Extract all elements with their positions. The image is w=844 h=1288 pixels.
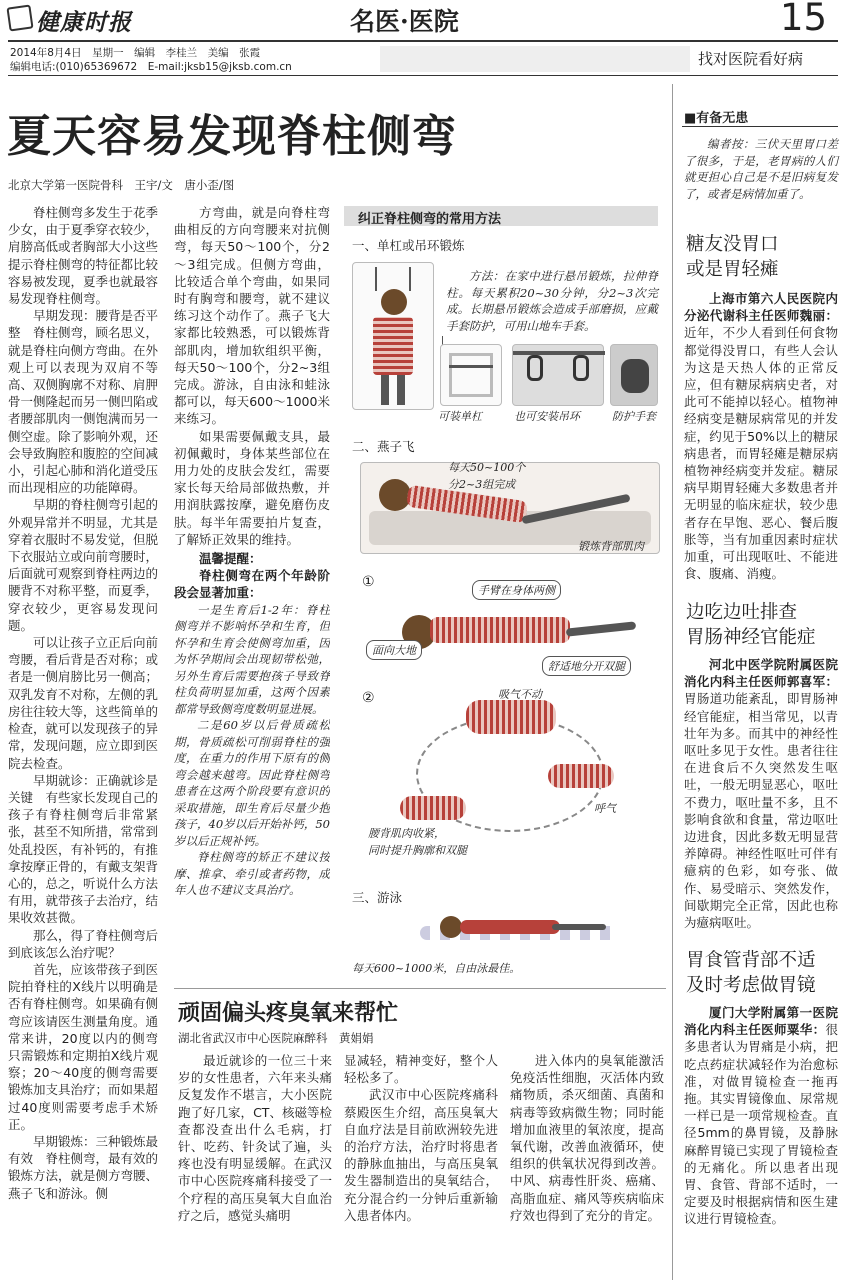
bubble-arms: 手臂在身体两侧 (472, 580, 561, 600)
label-tighten: 腰背肌肉收紧， 同时提升胸廓和双腿 (368, 827, 467, 857)
swim-illustration (420, 898, 620, 952)
step-2-marker: ② (362, 690, 375, 706)
caption-bar: 可装单杠 (438, 410, 482, 423)
masthead-date-editor: 2014年8月4日 星期一 编辑 李桂兰 美编 张霞 (10, 47, 261, 59)
masthead (0, 0, 844, 78)
breathing-cycle-diagram (400, 700, 620, 846)
step-1-illustration (390, 595, 640, 651)
sidebar-article-1-body: 上海市第六人民医院内分泌代谢科主任医师魏丽：近年，不少人看到任何食物都觉得没胃口，有些人会认为这是天热人体的正常反应，但有糖尿病病史者，对此可不能掉以轻心。植物神经病变是糖尿病常见的并发症，约见于50%以上的糖尿病患者，而胃轻瘫是糖尿病植物神经病变并发症。糖尿病早期胃轻瘫大多数患者并无明显的临床症状，较少患者存在早饱、恶心、餐后腹胀等，当有加重因素时症状加重，可出现呕吐、不能进食、腹痛、消瘦。 (684, 291, 838, 582)
caption-glove: 防护手套 (612, 410, 656, 423)
second-article-column-2: 显减轻，精神变好，整个人轻松多了。 武汉市中心医院疼痛科蔡殿医生介绍，高压臭氧大自血疗法是目前欧洲较先进的治疗方法，治疗时将患者的静脉血抽出，与高压臭氧发生器制造出的臭氧结合，充分混合约一分钟后重新输入患者体内。 (344, 1053, 498, 1223)
bubble-face-down: 面向大地 (366, 640, 422, 660)
sidebar-article-3-body: 厦门大学附属第一医院消化内科主任医师粟华：很多患者认为胃痛是小病，把吃点药症状减轻作为治愈标准，对做胃镜检查一拖再拖。其实胃镜像血、尿常规一样已是一项常规检查。直径5mm的鼻胃镜，及静脉麻醉胃镜已实现了胃镜检查的无痛化。所以患者出现胃、食管、背部不适时，一定要及时根据病情和医生建议进行胃镜检查。 (684, 1005, 838, 1227)
hanging-illustration (352, 262, 434, 410)
bubble-legs: 舒适地分开双腿 (542, 656, 631, 676)
page-number: 15 (780, 0, 828, 39)
sidebar-article-2-title: 边吃边吐排查 胃肠神经官能症 (686, 602, 816, 648)
caption-swim: 每天600~1000米，自由泳最佳。 (352, 962, 521, 975)
caption-rings: 也可安装吊环 (514, 410, 580, 423)
caption-back-muscle: 锻炼背部肌肉 (578, 540, 644, 553)
sidebar-article-3-title: 胃食管背部不适 及时考虑做胃镜 (686, 950, 816, 996)
step-1-marker: ① (362, 574, 375, 590)
editor-note: 编者按：三伏天里胃口差了很多，于是，老胃病的人们就更担心自己是不是旧病复发了，或者是病情加重了。 (684, 137, 838, 201)
article-column-2: 方弯曲，就是向脊柱弯曲相反的方向弯腰来对抗侧弯，每天50～100个，分2～3组完成。但侧方弯曲，比较适合单个弯曲，如果同时有胸弯和腰弯，就不建议练习这个动作了。燕子飞大家都比较熟悉，可以锻炼背部肌肉，增加软组织平衡，每天50～100个，分2~3组完成。游泳，自由泳和蛙泳都可以，每天600～1000米来练习。 如果需要佩戴支具，最初佩戴时，身体某些部位在用力处的皮肤会发红，需要家长每天给局部做热敷，并用润肤露按摩，避免磨伤皮肤。每半年需要拍片复查，了解矫正效果的维持。 温馨提醒： 脊柱侧弯在两个年龄阶段会显著加重： 一是生育后1-2年：脊柱侧弯并不影响怀孕和生育，但怀孕和生育会使侧弯加重，因为怀孕期间会出现韧带松弛，另外生育后需要抱孩子导致脊柱负荷明显加重，这两个因素都常导致侧弯度数明显进展。 二是60岁以后骨质疏松期，骨质疏松可削弱脊柱的强度，在重力的作用下原有的侧弯会越来越弯。因此脊柱侧弯患者在这两个阶段要有意识的采取措施，即生育后尽量少抱孩子，40岁以后开始补钙，50岁以后正规补钙。 脊柱侧弯的矫正不建议按摩、推拿、牵引或者药物，成年人也不建议支具治疗。 (174, 205, 330, 898)
newspaper-logo: 健康时报 (36, 9, 132, 36)
rings-illustration (512, 344, 604, 406)
method-1-text: 方法：在家中进行悬吊锻炼，拉伸脊柱。每天累积20~30分钟，分2~3次完成。长期悬吊锻炼会造成手部磨损，应戴手套防护，可用山地车手套。 (446, 269, 658, 333)
glove-illustration (610, 344, 658, 406)
method-2-title: 二、燕子飞 (352, 439, 415, 454)
second-article-byline: 湖北省武汉市中心医院麻醉科 黄娟娟 (178, 1031, 374, 1045)
swallow-note: 每天50~100个 分2~3组完成 (448, 461, 526, 491)
sidebar-header: ■有备无患 (684, 111, 749, 126)
article-title: 夏天容易发现脊柱侧弯 (7, 111, 457, 162)
article-byline: 北京大学第一医院骨科 王宇/文 唐小歪/图 (8, 178, 235, 192)
section-title: 名医·医院 (350, 7, 459, 36)
sidebar-article-1-title: 糖友没胃口 或是胃轻瘫 (686, 234, 779, 280)
newspaper-logo-icon (6, 4, 33, 31)
second-article-column-3: 进入体内的臭氧能激活免疫活性细胞，灭活体内致痛物质，杀灭细菌、真菌和病毒等致病微生物；同时能增加血液里的氧浓度，提高氧代谢，改善血液循环，使组织的供氧状况得到改善。中风、病毒性肝炎、癌痛、高脂血症、痛风等疾病临床疗效也得到了充分的肯定。 (510, 1053, 664, 1223)
label-inhale: 吸气不动 (498, 688, 542, 701)
article-column-1: 脊柱侧弯多发生于花季少女，由于夏季穿衣较少，肩膀高低或者胸部大小这些提示脊柱侧弯的特征都比较容易被发现，夏季也就最容易发现脊柱侧弯。 早期发现：腰背是否平整 脊柱侧弯，顾名思义，就是脊柱向侧方弯曲。在外观上可以表现为双肩不等高、双侧胸廓不对称、肩胛骨一侧隆起而另一侧凹陷或者腰部肌肉一侧饱满而另一侧空虚。除了影响外观，还会导致胸腔和腹腔的空间减小，引起心肺和消化道受压而出现相应的功能障碍。 早期的脊柱侧弯引起的外观异常并不明显，尤其是穿着衣服时不易发觉，但脱下衣服站立或向前弯腰时，后面就可观察到脊柱两边的腰背不对称平整，而夏季，穿衣较少，更容易发现问题。 可以让孩子立正后向前弯腰，看后背是否对称；或者是一侧肩膀比另一侧高；双乳发育不对称，左侧的乳房往往较大等，这些简单的检查，就可以发现孩子的异常，发现问题，应立即到医院去检查。 早期就诊：正确就诊是关键 有些家长发现自己的孩子有脊柱侧弯后非常紧张，甚至不知所措，常常到处乱投医，有补钙的，有推拿按摩正骨的，有戴支架背心的，总之，听说什么方法有用，就带孩子去治疗，结果收效甚微。 那么，得了脊柱侧弯后到底该怎么治疗呢？ 首先，应该带孩子到医院拍脊柱的X线片以明确是否有脊柱侧弯。如果确有侧弯应该请医生测量角度。通常来讲，20度以内的侧弯只需锻炼和定期拍X线片观察；20～40度的侧弯需要锻炼加支具治疗；而如果超过40度则需要考虑手术矫正。 早期锻炼：三种锻炼最有效 脊柱侧弯，最有效的锻炼方法，就是侧方弯腰、燕子飞和游泳。侧 (8, 205, 158, 1201)
pullup-bar-illustration (440, 344, 502, 406)
method-1-title: 一、单杠或吊环锻炼 (352, 238, 465, 253)
second-article-column-1: 最近就诊的一位三十来岁的女性患者，六年来头痛反复发作不堪言，大小医院跑了好几家，CT、核磁等检查都没查出什么毛病，打针、吃药、针灸试了遍，头疼也没有明显缓解。在武汉市中心医院疼痛科接受了一个疗程的高压臭氧大自血治疗之后，感觉头痛明 (178, 1053, 332, 1223)
masthead-contact: 编辑电话:(010)65369672 E-mail:jksb15@jksb.com.cn (10, 61, 292, 73)
warm-tip-subtitle: 脊柱侧弯在两个年龄阶段会显著加重： (174, 568, 330, 601)
masthead-slogan: 找对医院看好病 (698, 50, 804, 68)
warm-tip-text: 一是生育后1-2年：脊柱侧弯并不影响怀孕和生育，但怀孕和生育会使侧弯加重，因为怀孕期间会出现韧带松弛，另外生育后需要抱孩子导致脊柱负荷明显加重，这两个因素都常导致侧弯度数明显进展。 二是60岁以后骨质疏松期，骨质疏松可削弱脊柱的强度，在重力的作用下原有的侧弯会越来越弯。因此脊柱侧弯患者在这两个阶段要有意识的采取措施，即生育后尽量少抱孩子，40岁以后开始补钙，50岁以后正规补钙。 脊柱侧弯的矫正不建议按摩、推拿、牵引或者药物，成年人也不建议支具治疗。 (174, 602, 330, 898)
second-article-title: 顽固偏头疼臭氧来帮忙 (178, 1000, 399, 1026)
methods-header: 纠正脊柱侧弯的常用方法 (344, 206, 658, 226)
sidebar-article-2-body: 河北中医学院附属医院消化内科主任医师郭喜军：胃肠道功能紊乱，即胃肠神经官能症，相当常见，以青壮年为多。而其中的神经性呕吐多见于女性。患者往往在进食后不久突然发生呕吐，一般无明显恶心，呕吐不费力，呕吐量不多，且不影响食欲和食量，常边呕吐边进食，因此多数无明显营养障碍。神经性呕吐可伴有癔病的色彩，如夸张、做作、易受暗示、突然发作，间歇期完全正常，因此也称为癔病呕吐。 (684, 657, 838, 931)
method-3-title: 三、游泳 (352, 890, 403, 905)
warm-tip-title: 温馨提醒： (199, 551, 262, 567)
label-exhale: 呼气 (594, 802, 616, 815)
